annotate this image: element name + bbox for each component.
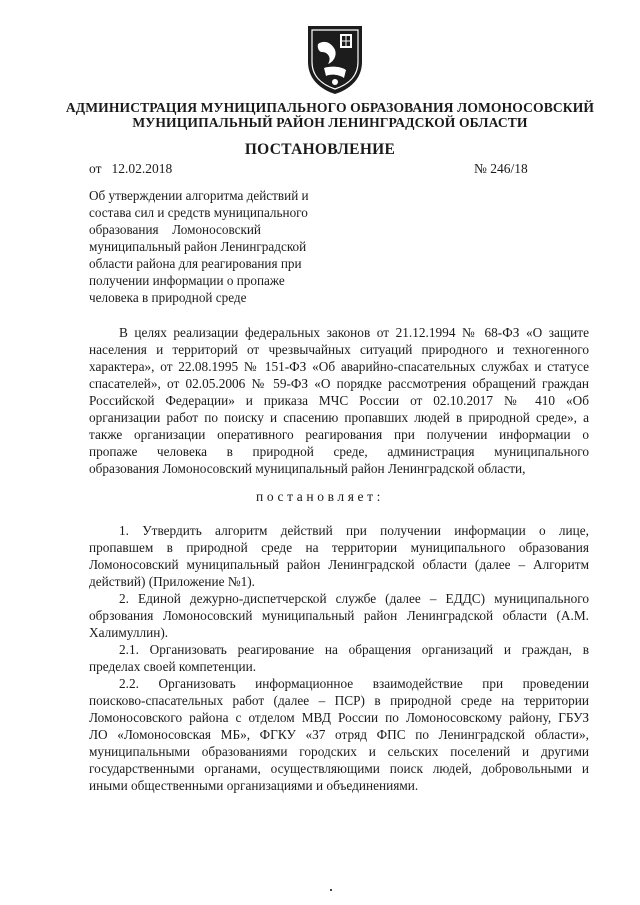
date-value: 12.02.2018	[111, 161, 173, 176]
document-date	[89, 161, 172, 177]
coat-of-arms-icon	[304, 22, 366, 96]
item-line: обрзования Ломоносовский муниципальный район Ленинградской области (А.М.	[89, 608, 589, 623]
document-number: № 246/18	[474, 161, 528, 176]
subject-line: муниципальный район Ленинградской	[89, 239, 307, 254]
item-line: муниципальными образованиями городских и сельских поселений и другими	[89, 744, 589, 759]
item-line: 1. Утвердить алгоритм действий при получении информации о лице,	[119, 523, 589, 538]
subject-line: человека в природной среде	[89, 290, 247, 305]
item-line: действий) (Приложение №1).	[89, 574, 255, 589]
document-subject	[89, 187, 309, 306]
item-line: ЛО «Ломоносовская МБ», ФГКУ «37 отряд ФПС по Ленинградской области»,	[89, 727, 589, 742]
organization-title	[60, 100, 600, 130]
preamble-line: характера», от 22.08.1995 № 151-ФЗ «Об аварийно-спасательных службах и статусе	[89, 359, 589, 374]
preamble-line: Российской Федерации» и приказа МЧС России от 02.10.2017 № 410 «Об	[89, 393, 589, 408]
resolution-items	[89, 522, 589, 794]
preamble-line: спасателей», от 02.05.2006 № 59-ФЗ «О порядке рассмотрения обращений граждан	[89, 376, 589, 391]
subject-line: получении информации о пропаже	[89, 273, 285, 288]
item-line: государственными органами, осуществляющими поиск людей, добровольными и	[89, 761, 589, 776]
preamble-line: населения и территорий от чрезвычайных ситуаций природного и техногенного	[89, 342, 589, 357]
item-line: Ломоносовского района с отделом МВД России по Ломоносовскому району, ГБУЗ	[89, 710, 589, 725]
preamble-line: пропаже человека в природной среде, администрация муниципального	[89, 444, 589, 459]
subject-line: состава сил и средств муниципального	[89, 205, 308, 220]
date-prefix: от	[89, 161, 102, 176]
subject-line: области района для реагирования при	[89, 256, 302, 271]
preamble-paragraph	[89, 324, 589, 477]
item-line: 2.2. Организовать информационное взаимодействие при проведении	[119, 676, 589, 691]
document-type-heading: ПОСТАНОВЛЕНИЕ	[244, 141, 396, 158]
item-line: Ломоносовский муниципальный район Ленинградской области (далее – Алгоритм	[89, 557, 589, 572]
item-line: 2.1. Организовать реагирование на обращения организаций и граждан, в	[119, 642, 589, 657]
subject-line: Об утверждении алгоритма действий и	[89, 188, 309, 203]
item-line: пропавшем в природной среде на территории муниципального образования	[89, 540, 589, 555]
item-line: поисково-спасательных работ (далее – ПСР) в природной среде на территории	[89, 693, 589, 708]
subject-line: образования Ломоносовский	[89, 222, 261, 237]
organization-title-line: МУНИЦИПАЛЬНЫЙ РАЙОН ЛЕНИНГРАДСКОЙ ОБЛАСТИ	[132, 115, 528, 130]
preamble-line: организации работ по поиску и спасению пропавших людей в природной среде», а	[89, 410, 589, 425]
item-line: иными общественными организациями и объединениями.	[89, 778, 419, 793]
item-line: пределах своей компетенции.	[89, 659, 257, 674]
organization-title-line: АДМИНИСТРАЦИЯ МУНИЦИПАЛЬНОГО ОБРАЗОВАНИЯ ЛОМОНОСОВСКИЙ	[65, 100, 595, 115]
preamble-line: образования Ломоносовский муниципальный район Ленинградской области,	[89, 461, 526, 476]
preamble-line: В целях реализации федеральных законов от 21.12.1994 № 68-ФЗ «О защите	[119, 325, 589, 340]
page-mark	[330, 889, 332, 891]
preamble-line: также организации оперативного реагирования при получении информации о	[89, 427, 589, 442]
decree-word: постановляет:	[256, 489, 384, 504]
item-line: Халимуллин).	[89, 625, 169, 640]
item-line: 2. Единой дежурно-диспетчерской службе (далее – ЕДДС) муниципального	[119, 591, 589, 606]
